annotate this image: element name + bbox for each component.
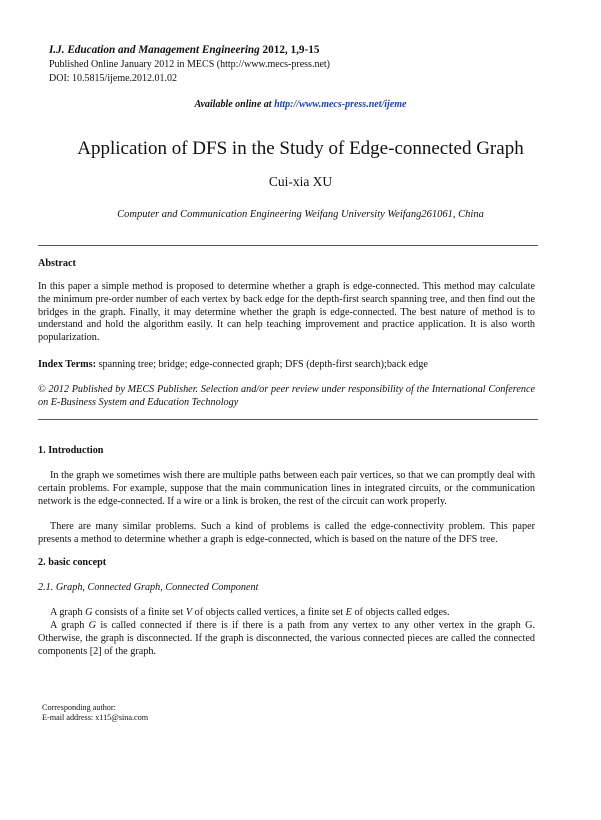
section2-paragraph-2: A graph G is called connected if there is if there is a path from any vertex to any other vertex in the graph G. Otherwise, the graph is disconnected. If the graph is disconnected, the various connected pieces are called the connected components [2] of the graph. — [38, 620, 535, 657]
index-terms-text: spanning tree; bridge; edge-connected graph; DFS (depth-first search);back edge — [96, 359, 428, 370]
journal-name: I.J. Education and Management Engineering — [49, 44, 260, 56]
section1-heading: 1. Introduction — [38, 445, 104, 456]
published-line: Published Online January 2012 in MECS (http://www.mecs-press.net) — [49, 59, 330, 70]
journal-header — [49, 44, 319, 56]
abstract-heading: Abstract — [38, 258, 76, 269]
available-online — [0, 99, 601, 110]
journal-volume: 2012, 1,9-15 — [262, 44, 320, 56]
paper-title: Application of DFS in the Study of Edge-connected Graph — [77, 138, 524, 159]
index-terms-label: Index Terms: — [38, 359, 97, 370]
index-terms — [38, 359, 535, 372]
affiliation: Computer and Communication Engineering Weifang University Weifang261061, China — [117, 209, 484, 220]
doi-line: DOI: 10.5815/ijeme.2012.01.02 — [49, 73, 178, 84]
footnote-author: Corresponding author: — [42, 703, 116, 712]
journal-link[interactable]: http://www.mecs-press.net/ijeme — [274, 99, 407, 110]
subsection-2-1-heading: 2.1. Graph, Connected Graph, Connected Component — [38, 582, 259, 593]
footnote-email: E-mail address: x115@sina.com — [42, 713, 149, 722]
abstract-text: In this paper a simple method is proposed to determine whether a graph is edge-connected. This method may calculate the minimum pre-order number of each vertex by back edge for the depth-first search spanning tree, and then find out the bridges in the graph. Finally, it may determine whether the graph is edge-connected. The best nature of method is to understand and hold the algorithm easily. It can help teaching improvement and practice application. It is also worth popularization. — [38, 281, 535, 344]
author-name: Cui-xia XU — [268, 174, 333, 189]
divider-top — [38, 245, 538, 246]
available-prefix: Available online at — [194, 99, 275, 110]
section2-paragraph-1: A graph G consists of a finite set V of objects called vertices, a finite set E of objects called edges. — [50, 607, 450, 618]
section1-paragraph-1: In the graph we sometimes wish there are multiple paths between each pair vertices, so that we can promptly deal with certain problems. For example, suppose that the main communication lines in integrated circuits, or the communication network is the edge-connected. If a wire or a link is broken, the rest of the circuit can work properly. — [38, 470, 535, 507]
divider-bottom — [38, 419, 538, 420]
section2-heading: 2. basic concept — [38, 557, 107, 568]
section1-paragraph-2: There are many similar problems. Such a kind of problems is called the edge-connectivity problem. This paper presents a method to determine whether a graph is edge-connected, which is based on the nature of the DFS tree. — [38, 521, 535, 545]
copyright-notice: © 2012 Published by MECS Publisher. Selection and/or peer review under responsibility of the International Conference on E-Business System and Education Technology — [38, 384, 535, 408]
